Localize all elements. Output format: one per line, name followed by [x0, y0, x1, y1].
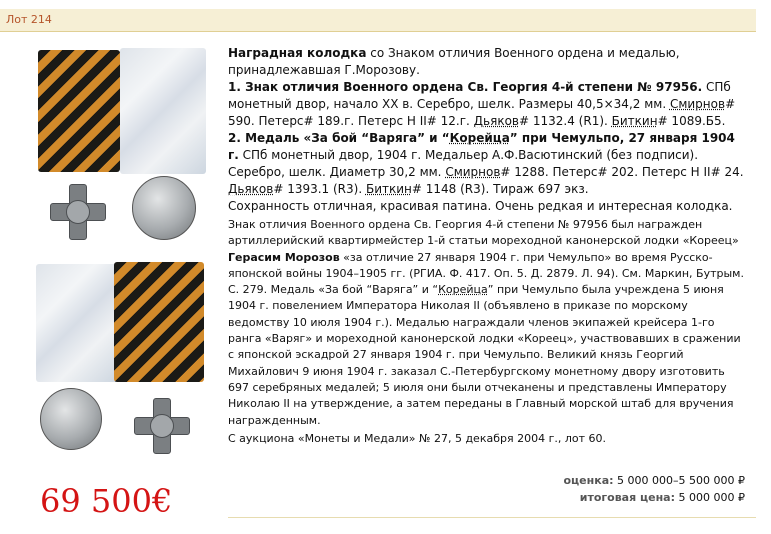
obverse-photo[interactable]	[28, 44, 214, 244]
final-price-value: 5 000 000 ₽	[678, 491, 745, 504]
final-price-line	[580, 491, 745, 504]
auction-source: С аукциона «Монеты и Медали» № 27, 5 декабря 2004 г., лот 60.	[228, 431, 607, 445]
item1-text-d: # 1089.Б5.	[657, 114, 726, 128]
item2-text-a: СПб монетный двор, 1904 г. Медальер А.Ф.Васютинский (без подписи). Серебро, шелк. Диаметр 30,2 мм.	[228, 148, 699, 179]
intro-bold: Наградная колодка	[228, 46, 367, 60]
item2-title-b: ” при Чемульпо, 27 января 1904 г.	[228, 131, 735, 162]
history	[228, 217, 748, 429]
item1	[228, 79, 748, 130]
lot-description	[228, 45, 748, 447]
lot-label: Лот 214	[6, 13, 52, 26]
st-andrew-ribbon	[120, 48, 206, 174]
item1-text-b: # 590. Петерс# 189.г. Петерс Н II# 12.г.	[228, 97, 736, 128]
item2-text-c: # 1393.1 (R3).	[273, 182, 366, 196]
estimate-label: оценка:	[563, 474, 614, 487]
final-price-label: итоговая цена:	[579, 491, 676, 504]
intro	[228, 45, 748, 79]
recipient-name: Герасим Морозов	[228, 250, 340, 264]
history-text-a: Знак отличия Военного ордена Св. Георгия 4-й степени № 97956 был награжден артиллерийский квартирмейстер 1-й статьи мореходной канонерской лодки «Кореец»	[228, 218, 739, 248]
item2-text-b: # 1288. Петерс# 202. Петерс Н II# 24.	[500, 165, 744, 179]
item1-text-a: СПб монетный двор, начало XX в. Серебро, шелк. Размеры 40,5×34,2 мм.	[228, 80, 731, 111]
item2-title-a: 2. Медаль «За бой “Варяга” и “	[228, 131, 450, 145]
george-cross-icon	[50, 184, 104, 238]
lot-header	[0, 9, 756, 32]
reverse-photo[interactable]	[26, 258, 212, 462]
varyag-medal-icon	[132, 176, 196, 240]
intro-rest: со Знаком отличия Военного ордена и медалью, принадлежавшая Г.Морозову.	[228, 46, 680, 77]
george-cross-reverse-icon	[134, 398, 188, 452]
koreets-link-2[interactable]: Корейца	[438, 283, 488, 297]
bitkin-link[interactable]: Биткин	[611, 114, 658, 128]
history-text-b: «за отличие 27 января 1904 г. при Чемульпо» во время Русско-японской войны 1904–1905 гг. (РГИА. Ф. 417. Оп. 5. Д. 2879. Л. 94). См. Маркин, Бутрым. С. 279. Медаль «За бой “Варяга” и “	[228, 250, 744, 297]
george-ribbon	[38, 50, 120, 172]
bitkin-link-2[interactable]: Биткин	[365, 182, 412, 196]
condition: Сохранность отличная, красивая патина. Очень редкая и интересная колодка.	[228, 199, 733, 213]
george-ribbon-reverse	[114, 262, 204, 382]
item2	[228, 130, 748, 198]
estimate-value: 5 000 000–5 500 000 ₽	[617, 474, 745, 487]
history-text-c: ” при Чемульпо была учреждена 5 июня 1904 г. повелением Императора Николая II (объявлено в приказе по морскому ведомству 10 июля 1904 г.). Медалью награждали членов экипажей крейсера 1-го ранга «Варяг» и мореходной канонерской лодки «Кореец», участвовавших в сражении с японской эскадрой 27 января 1904 г. при Чемульпо. Великий князь Георгий Михайлович 9 июня 1904 г. заказал С.-Петербургскому монетному двору изготовить 697 серебряных медалей; 5 июля они были отчеканены и представлены Императору Николаю II на утверждение, а затем переданы в Главный морской штаб для вручения награжденным.	[228, 283, 741, 427]
estimate-line	[563, 474, 745, 487]
dyakov-link[interactable]: Дьяков	[473, 114, 519, 128]
bottom-divider	[228, 517, 756, 518]
smirnov-link[interactable]: Смирнов	[669, 97, 726, 111]
big-price: 69 500€	[40, 482, 173, 520]
koreets-link[interactable]: Корейца	[449, 131, 510, 145]
smirnov-link-2[interactable]: Смирнов	[445, 165, 501, 179]
dyakov-link-2[interactable]: Дьяков	[228, 182, 274, 196]
st-andrew-ribbon-reverse	[36, 264, 118, 382]
item2-text-d: # 1148 (R3). Тираж 697 экз.	[411, 182, 589, 196]
item1-text-c: # 1132.4 (R1).	[519, 114, 612, 128]
varyag-medal-reverse-icon	[40, 388, 102, 450]
item1-title: 1. Знак отличия Военного ордена Св. Георгия 4-й степени № 97956.	[228, 80, 703, 94]
